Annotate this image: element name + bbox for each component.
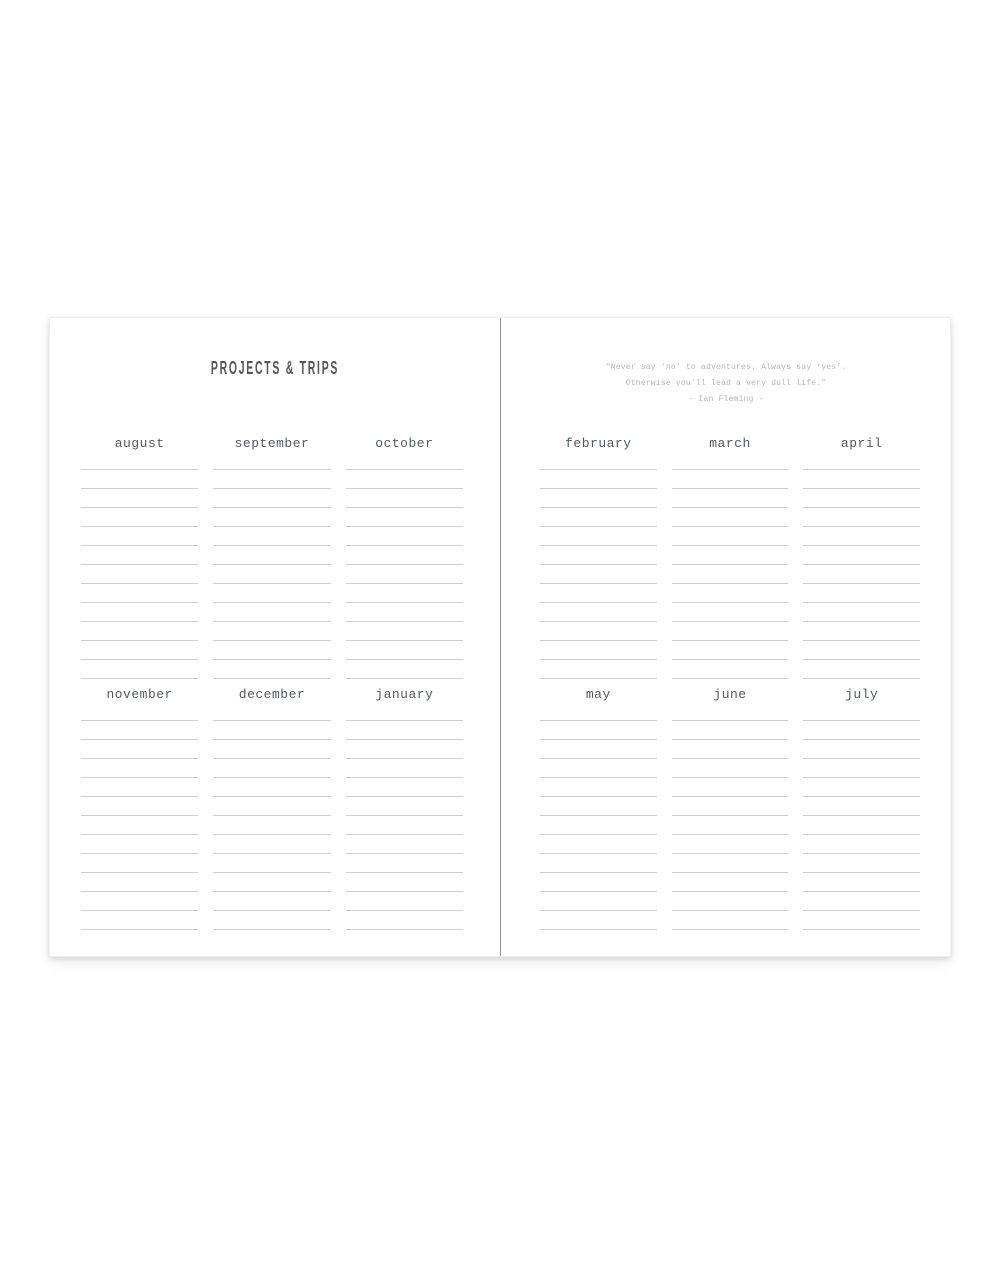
ruled-line xyxy=(346,622,463,641)
ruled-line xyxy=(803,778,920,797)
ruled-line xyxy=(213,816,330,835)
ruled-line xyxy=(346,489,463,508)
page-title: PROJECTS & TRIPS xyxy=(210,358,340,378)
ruled-line xyxy=(803,451,920,470)
ruled-line xyxy=(540,892,657,911)
ruled-line xyxy=(672,911,789,930)
ruled-line xyxy=(540,565,657,584)
month-label: april xyxy=(840,436,883,451)
ruled-line xyxy=(81,565,198,584)
month-label: august xyxy=(114,436,165,451)
writing-lines xyxy=(540,451,657,679)
ruled-line xyxy=(81,622,198,641)
month-column-april xyxy=(803,437,920,679)
month-column-march xyxy=(672,437,789,679)
ruled-line xyxy=(803,508,920,527)
month-row xyxy=(81,688,463,930)
month-column-december xyxy=(213,688,330,930)
ruled-line xyxy=(213,778,330,797)
ruled-line xyxy=(540,740,657,759)
ruled-line xyxy=(803,702,920,721)
planner-spread xyxy=(49,317,951,957)
ruled-line xyxy=(540,546,657,565)
month-label: december xyxy=(238,687,306,702)
writing-lines xyxy=(346,451,463,679)
writing-lines xyxy=(346,702,463,930)
ruled-line xyxy=(672,778,789,797)
ruled-line xyxy=(540,508,657,527)
ruled-line xyxy=(213,451,330,470)
ruled-line xyxy=(540,622,657,641)
month-column-may xyxy=(540,688,657,930)
month-label: march xyxy=(709,436,751,451)
ruled-line xyxy=(540,816,657,835)
ruled-line xyxy=(803,835,920,854)
ruled-line xyxy=(672,660,789,679)
ruled-line xyxy=(346,873,463,892)
ruled-line xyxy=(213,489,330,508)
ruled-line xyxy=(81,721,198,740)
ruled-line xyxy=(540,470,657,489)
month-label: january xyxy=(375,687,434,702)
ruled-line xyxy=(213,721,330,740)
writing-lines xyxy=(672,702,789,930)
ruled-line xyxy=(540,854,657,873)
ruled-line xyxy=(803,565,920,584)
ruled-line xyxy=(213,892,330,911)
ruled-line xyxy=(346,584,463,603)
ruled-line xyxy=(346,740,463,759)
ruled-line xyxy=(81,508,198,527)
month-label: november xyxy=(106,687,173,702)
ruled-line xyxy=(672,546,789,565)
ruled-line xyxy=(540,451,657,470)
month-column-november xyxy=(81,688,198,930)
ruled-line xyxy=(803,546,920,565)
ruled-line xyxy=(81,489,198,508)
ruled-line xyxy=(346,778,463,797)
right-page xyxy=(501,318,951,956)
writing-lines xyxy=(672,451,789,679)
month-row xyxy=(540,437,920,679)
ruled-line xyxy=(213,702,330,721)
left-page xyxy=(50,318,500,956)
quote-line: “Never say ‘no’ to adventures. Always say ‘yes’. xyxy=(605,363,847,372)
ruled-line xyxy=(81,546,198,565)
ruled-line xyxy=(213,660,330,679)
ruled-line xyxy=(346,816,463,835)
ruled-line xyxy=(346,835,463,854)
ruled-line xyxy=(672,797,789,816)
ruled-line xyxy=(672,759,789,778)
ruled-line xyxy=(81,470,198,489)
ruled-line xyxy=(672,622,789,641)
ruled-line xyxy=(803,641,920,660)
ruled-line xyxy=(213,546,330,565)
ruled-line xyxy=(213,622,330,641)
ruled-line xyxy=(672,892,789,911)
month-column-february xyxy=(540,437,657,679)
ruled-line xyxy=(803,584,920,603)
ruled-line xyxy=(81,892,198,911)
ruled-line xyxy=(803,911,920,930)
ruled-line xyxy=(81,911,198,930)
ruled-line xyxy=(346,911,463,930)
writing-lines xyxy=(803,451,920,679)
ruled-line xyxy=(672,641,789,660)
ruled-line xyxy=(81,702,198,721)
ruled-line xyxy=(81,759,198,778)
ruled-line xyxy=(803,470,920,489)
writing-lines xyxy=(213,702,330,930)
ruled-line xyxy=(213,911,330,930)
month-column-july xyxy=(803,688,920,930)
ruled-line xyxy=(540,660,657,679)
ruled-line xyxy=(81,797,198,816)
ruled-line xyxy=(672,451,789,470)
ruled-line xyxy=(540,759,657,778)
ruled-line xyxy=(672,873,789,892)
ruled-line xyxy=(213,565,330,584)
ruled-line xyxy=(213,508,330,527)
ruled-line xyxy=(213,603,330,622)
ruled-line xyxy=(672,835,789,854)
ruled-line xyxy=(346,641,463,660)
ruled-line xyxy=(213,470,330,489)
month-column-september xyxy=(213,437,330,679)
ruled-line xyxy=(81,740,198,759)
ruled-line xyxy=(803,797,920,816)
ruled-line xyxy=(540,641,657,660)
ruled-line xyxy=(672,527,789,546)
ruled-line xyxy=(213,759,330,778)
month-label: may xyxy=(585,687,611,702)
ruled-line xyxy=(346,854,463,873)
ruled-line xyxy=(81,778,198,797)
ruled-line xyxy=(81,451,198,470)
month-label: june xyxy=(713,687,747,702)
writing-lines xyxy=(81,451,198,679)
ruled-line xyxy=(213,854,330,873)
ruled-line xyxy=(81,816,198,835)
month-column-june xyxy=(672,688,789,930)
ruled-line xyxy=(672,721,789,740)
ruled-line xyxy=(346,797,463,816)
ruled-line xyxy=(672,489,789,508)
quote-block xyxy=(501,360,951,408)
ruled-line xyxy=(346,603,463,622)
ruled-line xyxy=(672,603,789,622)
ruled-line xyxy=(81,584,198,603)
ruled-line xyxy=(540,489,657,508)
ruled-line xyxy=(213,584,330,603)
ruled-line xyxy=(540,702,657,721)
ruled-line xyxy=(346,759,463,778)
ruled-line xyxy=(803,603,920,622)
ruled-line xyxy=(540,835,657,854)
ruled-line xyxy=(346,721,463,740)
ruled-line xyxy=(540,778,657,797)
ruled-line xyxy=(81,603,198,622)
ruled-line xyxy=(672,854,789,873)
ruled-line xyxy=(540,527,657,546)
writing-lines xyxy=(213,451,330,679)
month-row xyxy=(540,688,920,930)
ruled-line xyxy=(346,451,463,470)
ruled-line xyxy=(81,641,198,660)
ruled-line xyxy=(672,565,789,584)
ruled-line xyxy=(213,835,330,854)
ruled-line xyxy=(540,584,657,603)
ruled-line xyxy=(81,835,198,854)
ruled-line xyxy=(803,854,920,873)
ruled-line xyxy=(803,740,920,759)
quote-line: Otherwise you’ll lead a very dull life.” xyxy=(625,379,827,388)
month-column-august xyxy=(81,437,198,679)
ruled-line xyxy=(540,911,657,930)
ruled-line xyxy=(803,622,920,641)
ruled-line xyxy=(672,508,789,527)
ruled-line xyxy=(81,873,198,892)
ruled-line xyxy=(346,565,463,584)
ruled-line xyxy=(540,873,657,892)
ruled-line xyxy=(803,892,920,911)
ruled-line xyxy=(803,873,920,892)
ruled-line xyxy=(672,584,789,603)
ruled-line xyxy=(672,816,789,835)
writing-lines xyxy=(540,702,657,930)
ruled-line xyxy=(540,721,657,740)
month-label: september xyxy=(234,436,310,451)
ruled-line xyxy=(803,721,920,740)
quote-attribution: - Ian Fleming - xyxy=(688,395,764,404)
ruled-line xyxy=(213,873,330,892)
ruled-line xyxy=(803,489,920,508)
ruled-line xyxy=(213,797,330,816)
writing-lines xyxy=(803,702,920,930)
ruled-line xyxy=(346,702,463,721)
ruled-line xyxy=(540,797,657,816)
ruled-line xyxy=(346,527,463,546)
month-column-october xyxy=(346,437,463,679)
ruled-line xyxy=(672,470,789,489)
ruled-line xyxy=(213,527,330,546)
ruled-line xyxy=(81,854,198,873)
ruled-line xyxy=(346,546,463,565)
ruled-line xyxy=(81,527,198,546)
ruled-line xyxy=(346,892,463,911)
month-label: july xyxy=(845,687,879,702)
month-column-january xyxy=(346,688,463,930)
ruled-line xyxy=(540,603,657,622)
ruled-line xyxy=(346,660,463,679)
ruled-line xyxy=(803,816,920,835)
ruled-line xyxy=(213,641,330,660)
ruled-line xyxy=(81,660,198,679)
ruled-line xyxy=(346,508,463,527)
writing-lines xyxy=(81,702,198,930)
ruled-line xyxy=(213,740,330,759)
month-label: february xyxy=(565,436,632,451)
ruled-line xyxy=(803,527,920,546)
month-label: october xyxy=(375,436,434,451)
ruled-line xyxy=(672,740,789,759)
ruled-line xyxy=(346,470,463,489)
ruled-line xyxy=(803,759,920,778)
ruled-line xyxy=(672,702,789,721)
month-row xyxy=(81,437,463,679)
ruled-line xyxy=(803,660,920,679)
